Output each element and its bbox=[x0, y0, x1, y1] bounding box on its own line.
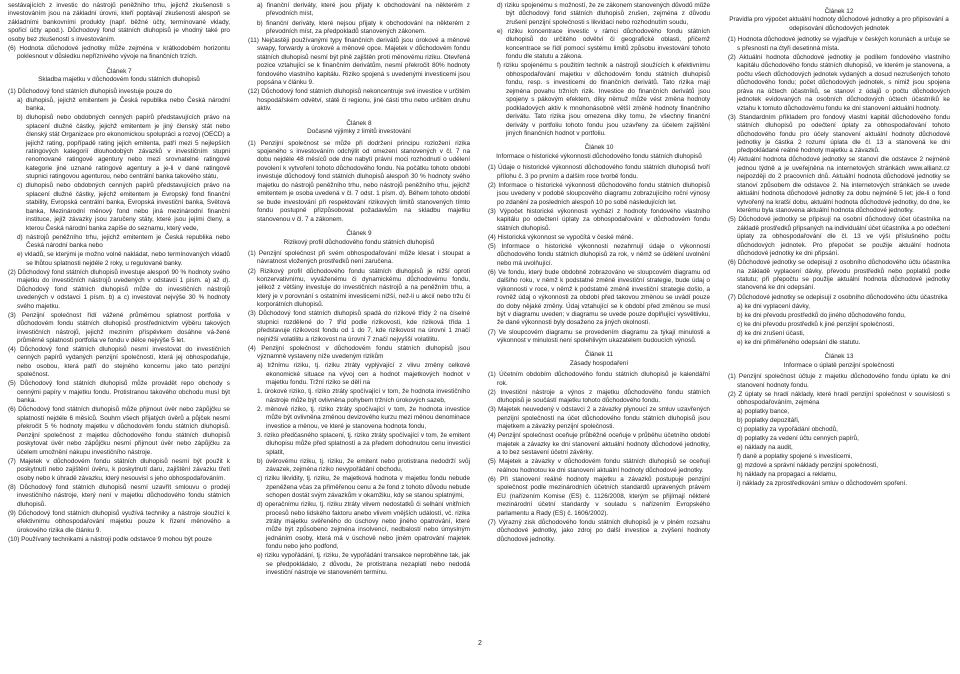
article-heading bbox=[8, 68, 230, 85]
paragraph: (4) Historická výkonnost se vypočítá v české měně. bbox=[488, 233, 634, 241]
article-title: Rizikový profil důchodového fondu státních dluhopisů bbox=[283, 238, 435, 246]
list-item: b) ke dni převodu prostředků do jiného důchodového fondu, bbox=[737, 311, 906, 319]
article-title: Zásady hospodaření bbox=[569, 359, 629, 367]
list-item: i) náklady za zprostředkování smluv o důchodovém spoření. bbox=[737, 480, 908, 488]
article-number: Článek 13 bbox=[824, 353, 854, 361]
paragraph: (2) Aktuální hodnota důchodové jednotky je podílem fondového vlastního kapitálu důchodového fondu státních dluhopisů, ve kterém je stanovena, a počtu všech důchodových jednotek vydaných a dosud nezrušených tohoto důchodového fondu; počet důchodových jednotek, s nimiž jsou spojena práva na účtech účastníků, se stanoví z údajů o počtu důchodových jednotek evidovaných na osobních důchodových účtech účastníků ke vztahu k tomuto důchodovému fondu ke dni stanovení aktuální hodnoty. bbox=[728, 53, 950, 112]
article-number: Článek 12 bbox=[824, 8, 854, 15]
article-heading bbox=[728, 8, 950, 33]
paragraph: (7) Ve sloupcovém diagramu se provedením diagramu za týkají minulosti a výkonnost v minulosti není spolehlivým ukazatelem budoucích výnosů. bbox=[488, 328, 710, 344]
list-item: d) operačnímu riziku, tj. riziku ztráty vlivem nedostatků či selhání vnitřních procesů nebo lidského faktoru anebo vlivem vnějších událostí, vč. rizika ztráty majetku svěřeného do úschovy nebo jiného opatrování, které může být způsobeno zejména insolvencí, nedbalostí nebo úmyslným jednáním osoby, která má v úschově nebo jiném opatrování majetek fondu nebo jeho podfond, bbox=[257, 501, 470, 551]
paragraph: (1) Penzijní společnost se může při dodržení principu rozložení rizika spojeného s investováním odchýlit od omezení stanovených v čl. 7 na dobu nejdéle 48 měsíců ode dne nabytí právní moci rozhodnutí o udělení povolení k vytvoření tohoto důchodového fondu. Na počátku tohoto období investuje důchodový fond státních dluhopisů alespoň 30 % hodnoty svého majetku do nástrojů peněžního trhu, nebo nástrojů peněžního trhu, jejichž emitentem je osoba uvedená v čl. 7 odst. 1 písm. d). Během tohoto období se bude investování při respektování rizikových limitů stanovených tímto fondu postupně přizpůsobovat požadavkům na skladbu majetku stanovenou v čl. 7 a zákonem. bbox=[248, 139, 470, 223]
paragraph: (3) Standardním příkladem pro fondový vlastní kapitál důchodového fondu státních dluhopisů po odečtení úplaty za obhospodařování tohoto důchodového fondu pro účely stanovení aktuální hodnoty důchodové jednotky je částka 2 rozumí úplata dle čl. 13 a stanovená ke dni předpokládané reálné hodnoty majetku a závazků. bbox=[728, 113, 950, 155]
paragraph: (7) Důchodové jednotky se odepisují z osobního důchodového účtu účastníka bbox=[728, 293, 948, 301]
column-3 bbox=[488, 2, 710, 672]
paragraph: (3) Majetek neuvedený v odstavci 2 a závazky plynoucí ze smluv uzavřených penzijní společností na účet důchodového fondu státních dluhopisů jsou majetkem a závazky penzijní společnosti. bbox=[488, 406, 710, 431]
paragraph: (1) Údaje o historické výkonnosti důchodového fondu státních dluhopisů tvoří přílohu č. 3 po prvním a dalším roce tvorbě fondu. bbox=[488, 164, 710, 180]
paragraph: (8) Důchodový fond státních dluhopisů nesmí uzavřít smlouvu o prodeji investičního nástroje, který není v majetku důchodového fondu státních dluhopisů. bbox=[8, 483, 230, 508]
list-item: b) dluhopisů nebo obdobných cenných papírů představujících právo na splacení dlužné částky, jejichž emitentem je jiný členský stát nebo členský stát Organizace pro ekonomickou spolupráci a rozvoj (OECD) a jejichž rating, popřípadě rating jejich emitenta, patří mezi 5 nejlepších ratingových kategorií dlouhodobých závazků v investičním stupni renomované ratingové agentury nebo mezi srovnatelné ratingové kategorie jiné uznané ratingové agentury a je-li v dané ratingové stupnici ratingovou agenturou, nebo centrální banka takového státu, bbox=[17, 114, 230, 181]
paragraph: (5) Důchodový fond státních dluhopisů může provádět repo obchody s cennými papíry v majetku fondu. Protistranou takového obchodu musí být banka. bbox=[8, 380, 230, 405]
paragraph: (11) Nejčastěji používanými typy finančních derivátů jsou úrokové a měnové swapy, forwardy a úrokové a měnové opce. Majetek v důchodovém fondu státních dluhopisů nesmí být plně zajištěn proti měnovému riziku. Otevřená pozice vztahující se k finančním derivátům, nesmí překročit 80% hodnoty fondového vlastního kapitálu. Riziko spojená s uvedenými investicemi jsou popsána v článku 9. bbox=[248, 37, 470, 87]
paragraph: (2) Rizikový profil důchodového fondu státních dluhopisů je nižší oproti konzervativnímu, vyváženému či dynamickému důchodovému fondu, jelikož z většiny investuje do investičních nástrojů a na peněžním trhu, a který je v porovnání s ostatními investicemi nižší, než-li u akcií nebo tržu či korporátních dluhopisů. bbox=[248, 267, 470, 309]
paragraph: sestávajících z investic do nástrojů peněžního trhu, jejichž zkušenosti s investováním jsou na základní úrovni, kteří poptávají zkušenosti alespoň se základními bankovními produkty (např. běžné účty, termínované vklady, spořicí účty apod.). Důchodový fond státních dluhopisů je vhodný také pro osoby bez zkušeností s investováním. bbox=[8, 2, 230, 43]
list-item: c) ke dni převodu prostředků k jiné penzijní společnosti, bbox=[737, 320, 895, 328]
paragraph: (3) Důchodový fond státních dluhopisů spadá do rizikové třídy 2 na číselné stupnici rozdělené do 7 tříd podle rizikovosti, kde riziková třída 1 představuje rizikovost fondu od 1 do 7, kde rizikovost na úrovni 1 značí nejnižší volatilitu a rizikovost na úrovni 7 značí nejvyšší volatilitu. bbox=[248, 310, 470, 343]
list-item: b) úvěrovému riziku, tj. riziku, že emitent nebo protistrana nedodrží svůj závazek, zejména riziko nevypořádání obchodu, bbox=[257, 457, 470, 474]
list-item: a) dluhopisů, jejichž emitentem je Česká republika nebo Česká národní banka, bbox=[17, 96, 230, 113]
paragraph: (6) Hodnota důchodové jednotky může zejména v krátkodobém horizontu poklesnout v důsledku nepříznivého vývoje na finančních trzích. bbox=[8, 44, 230, 61]
paragraph: (12) Důchodový fond státních dluhopisů nekoncentruje své investice v určitém hospodářském odvětví, státě či regionu, jiné části trhu nebo určitém druhu aktiv. bbox=[248, 88, 470, 113]
list-item: d) nástrojů peněžního trhu, jejichž emitentem je Česká republika nebo Česká národní banka nebo bbox=[17, 233, 230, 250]
paragraph: (2) Z úplaty se hradí náklady, které hradí penzijní společnost v souvislosti s obhospodařováním, zejména bbox=[728, 390, 950, 407]
article-heading bbox=[248, 120, 470, 137]
list-item: e) ke dni přiměřeného odepsání dle statutu. bbox=[737, 338, 861, 346]
list-item: h) náklady na propagaci a reklamu, bbox=[737, 471, 837, 479]
list-item: a) ke dni vyplacení dávky, bbox=[737, 302, 811, 310]
paragraph: (3) Penzijní společnost řídí vážené průměrnou splatnost portfolia v důchodovém fondu státních dluhopisů prostřednictvím výběru takových investičních nástrojů, jejichž meziním příspěvkem dosáhne vá-žené průměrné splatnosti portfolia ve fondu v délce nejvýše 5 let. bbox=[8, 311, 230, 344]
list-item: a) finanční deriváty, které jsou přijaty k obchodování na některém z převodních míst, bbox=[257, 2, 470, 18]
paragraph: (7) Majetek v důchodovém fondu státních dluhopisů nesmí být použit k poskytnutí nebo zajištění úvěru, k poskytnutí daru, zajištění závazku třetí osoby nebo k úhradě závazku, který nesouvisí s jeho obhospodařováním. bbox=[8, 457, 230, 482]
list-item: 3. riziko předčasného splacení, tj. riziko ztráty spočívající v tom, že emitent dluhopisu může před splatností a za předem dohodnutou cenu investici splatit, bbox=[257, 431, 470, 456]
paragraph: (5) Informace o historické výkonnosti nezahrnují údaje o výkonnosti důchodového fondu státních dluhopisů za rok, v němž se údělení uvolnění nebo má uvolňující. bbox=[488, 242, 710, 267]
paragraph: (2) Důchodový fond státních dluhopisů investuje alespoň 90 % hodnoty svého majetku do investičních nástrojů uvedených v odstavci 1 písm. a) až d). Důchodový fond státních dluhopisů může do investičních nástrojů uvedených v odstavci 1 písm. b) a c) investovat nejvýše 30 % hodnoty svého majetku. bbox=[8, 268, 230, 310]
list-item: a) tržnímu riziku, tj. riziku ztráty vyplývající z vlivu změny celkové ekonomické situace na vývoj cen a hodnot majetkových hodnot v majetku fondu. Tržní riziko se dělí na bbox=[257, 362, 470, 387]
page-number: 2 bbox=[478, 640, 482, 647]
list-item: c) poplatky za vypořádání obchodů, bbox=[737, 426, 838, 434]
paragraph: (10) Používaný technikami a nástroji podle odstavce 9 mohou být pouze bbox=[8, 535, 212, 543]
article-number: Článek 10 bbox=[584, 144, 614, 152]
article-title: Informace o historické výkonnosti důchodového fondu státních dluhopisů bbox=[496, 152, 702, 160]
paragraph: (4) Důchodový fond státních dluhopisů nesmí investovat do investičních cenných papírů vydaných penzijní společností, která jej obhospodařuje, nebo osobou, která patří do stejného koncernu jako tato penzijní společnost. bbox=[8, 346, 230, 379]
paragraph: (3) Výpočet historické výkonnosti vychází z hodnoty fondového vlastního kapitálu po odečtení úplaty za obhospodařování v důchodovém fondu státních dluhopisů. bbox=[488, 207, 710, 232]
paragraph: (2) Informace o historické výkonnosti důchodového fondu státních dluhopisů jsou uvedeny v podobě sloupcového diagramu zobrazujícího roční výnosy po zdanění za posledních alespoň 10 po sobě následujících let. bbox=[488, 181, 710, 206]
article-heading bbox=[728, 353, 950, 370]
list-item: e) vkladů, se kterými je možno volně nakládat, nebo termínovaných vkladů se lhůtou splatnosti nejdéle 2 roky, u regulované banky. bbox=[17, 251, 230, 267]
list-item: b) poplatky depozitáři, bbox=[737, 417, 800, 425]
article-number: Článek 11 bbox=[584, 351, 614, 359]
list-item: 2. měnové riziko, tj. riziko ztráty spočívající v tom, že hodnota investice může být ovlivněna změnou devizového kurzu mezi měnou denominace investice a měnou, ve které je stanovena hodnota fondu, bbox=[257, 405, 470, 430]
paragraph: (4) Aktuální hodnota důchodové jednotky se stanoví dle odstavce 2 nejméně jednou týdně a je uveřejněna na internetových stránkách www.allianz.cz nejpozději do 2 pracovních dnů. Aktuální hodnota důchodové jednotky se stanoví způsobem dle odstavce 2. Na internetových stránkách se uvede aktuální hodnota důchodové jednotky za dobu nejméně 5 let; jde-li o fond vytvořený na kratší dobu, aktuální hodnota důchodové jednotky, do dne, ke kterému byla stanovena aktuální hodnota důchodové jednotky. bbox=[728, 156, 950, 215]
article-heading bbox=[488, 144, 710, 161]
list-item: d) ke dni zrušení účasti, bbox=[737, 329, 805, 337]
list-item: g) mzdové a správní náklady penzijní společnosti, bbox=[737, 462, 879, 470]
paragraph: (5) Majetek a závazky v důchodovém fondu státních dluhopisů se oceňují reálnou hodnotou ke dni stanovení aktuální hodnoty důchodové jednotky. bbox=[488, 458, 710, 474]
paragraph: (9) Důchodový fond státních dluhopisů využívá techniky a nástroje sloužící k efektivnímu obhospodařování majetku pouze k řízení měnového a úrokového rizika dle článku 9. bbox=[8, 509, 230, 534]
paragraph: (2) Investiční nástroje a výnos z majetku důchodového fondu státních dluhopisů je součástí majetku tohoto důchodového fondu. bbox=[488, 388, 710, 405]
list-item: d) poplatky za vedení účtu cenných papírů, bbox=[737, 435, 859, 443]
paragraph: (1) Penzijní společnost účtuje z majetku důchodového fondu úplatu ke dni stanovení hodnoty fondu. bbox=[728, 373, 950, 389]
list-item: e) riziku koncentrace investic v rámci důchodového fondu státních dluhopisů do určitého odvětví či geografické oblasti, přičemž koncentrace se řídí pomocí systému limitů způsobu investování tohoto fondu dle statutu a zákona. bbox=[497, 27, 710, 61]
article-title: Dočasné výjimky z limitů investování bbox=[307, 128, 411, 136]
paragraph: (1) Důchodový fond státních dluhopisů investuje pouze do bbox=[8, 87, 173, 95]
list-item: f) daně a poplatky spojené s investicemi, bbox=[737, 453, 853, 461]
list-item: e) riziku vypořádání, tj. riziku, že vypořádání transakce neproběhne tak, jak se předpokládalo, z důvodu, že protistrana nezaplatí nebo nedodá investiční nástroje ve stanoveném termínu. bbox=[257, 552, 470, 577]
paragraph: (5) Důchodové jednotky se připisují na osobní důchodový účet účastníka na základě prostředků připsaných na individuální účet účastníka a po odečtení úplaty za obhospodařování dle čl. 13 ve výši příslušného počtu důchodových jednotek. Pro přepočet se použije aktuální hodnota důchodové jednotky ke dni připsání. bbox=[728, 216, 950, 258]
paragraph: (1) Hodnota důchodové jednotky se vyjadřuje v českých korunách a určuje se s přesností na čtyři desetinná místa. bbox=[728, 36, 950, 52]
paragraph: (6) Při stanovení reálné hodnoty majetku a závazků postupuje penzijní společnost podle mezinárodních účetních standardů upravených právem EU (nařízením Komise (ES) č. 1126/2008, kterým se přijímají některé mezinárodní účetní standardy v souladu s nařízením Evropského parlamentu a Rady (ES) č. 1606/2002). bbox=[488, 475, 710, 517]
paragraph: (1) Účetním obdobím důchodového fondu státních dluhopisů je kalendářní rok. bbox=[488, 371, 710, 387]
column-2 bbox=[248, 2, 470, 672]
article-heading bbox=[488, 351, 710, 368]
column-4 bbox=[728, 2, 950, 672]
list-item: c) dluhopisů nebo obdobných cenných papírů představujících právo na splacení dlužné částky, jejichž emitentem je Evropský fond finanční stability, Evropská centrální banka, Evropská investiční banka, Světová banka, Mezinárodní měnový fond nebo jiná mezinárodní finanční instituce, jejíž závazky jsou zaručeny státy, které jsou jejími členy, a kterou Česká národní banka zapíše do seznamu, který vede, bbox=[17, 182, 230, 232]
paragraph: (6) Důchodový fond státních dluhopisů může přijmout úvěr nebo zápůjčku se splatností nejdéle 6 měsíců. Souhrn všech přijatých úvěrů a půjček nesmí překročit 5 % hodnoty majetku v důchodovém fondu státních dluhopisů. Penzijní společnost z majetku důchodového fondu státních dluhopisů poskytovat úvěr nebo zápůjčku nesmí přijmout úvěr nebo zápůjčku za účelem umožnění nákupu investičního nástroje. bbox=[8, 406, 230, 456]
list-item: a) poplatky bance, bbox=[737, 408, 790, 416]
article-heading bbox=[248, 230, 470, 247]
article-number: Článek 7 bbox=[106, 67, 132, 75]
paragraph: (1) Penzijní společnost při svém obhospodařování může klesat i stoupat a návratnost vložených prostředků není zaručena. bbox=[248, 250, 470, 266]
paragraph: (4) Penzijní společnost v důchodovém fondu státních dluhopisů jsou významně vystaveny níže uvedeným rizikům bbox=[248, 344, 470, 361]
paragraph: (7) Výrazný zisk důchodového fondu státních dluhopisů je v plném rozsahu důchodové jednotky, jako zdroj po další investice a zvýšení hodnoty důchodové jednotky. bbox=[488, 518, 710, 543]
list-item: f) riziku spojenému s použitím techník a nástrojů sloužících k efektivnímu obhospodařování majetku v důchodovém fondu státních dluhopisů fondu, resp. s investicemi do finančních derivátů. Tato rizika mají zejména povahu tržních rizik. Investice do finančních derivátů jsou spojeny s pákovým efektem, díky němuž může vést změna hodnoty podkladových aktiv k mnohonásobně větší změně hodnoty finančního derivátu. Tato rizika jsou omezena díky tomu, že všechny finanční deriváty v portfoliu tohoto fondu jsou uzavřeny za účelem zajištění jiných finančních hodnot v portfoliu. bbox=[497, 62, 710, 137]
article-title: Skladba majetku v důchodovém fondu státních dluhopisů bbox=[38, 76, 200, 84]
paragraph: (6) Ve fondu, který bude obdobně zobrazováno ve sloupcovém diagramu od dalšího roku, v němž k podstatné změně investiční strategie, bude údaj o výkonnosti v roce, v němž k podstatné změně investiční strategie došlo, a rovněž údaj o výkonnosti za období před takovou změnou se uvádí pouze do doby nějaké změny. Údaj vztahující se k období před změnou se musí být v diagramu uveden; v diagramu se uvede pouze doplňující vysvětlivku, že dané výkonnosti byly dosaženo za jiných okolností. bbox=[488, 268, 710, 327]
list-item: b) finanční deriváty, které nejsou přijaty k obchodování na některém z převodních míst, za předpokladů stanovených zákonem. bbox=[257, 19, 470, 35]
list-item: c) riziku likvidity, tj. riziku, že majetková hodnota v majetku fondu nebude zpeněžena včas za přiměřenou cenu a že fond z tohoto důvodu nebude schopen dostát svým závazkům v okamžiku, kdy se stanou splatnými, bbox=[257, 475, 470, 500]
list-item: d) riziku spojenému s možností, že ze zákonem stanovených důvodů může být důchodový fond státních dluhopisů zrušen, zejména z důvodu zrušení penzijní společnosti s likvidací nebo rozhodnutím soudu, bbox=[497, 2, 710, 26]
paragraph: (4) Penzijní společnost oceňuje průběžně oceňuje v průběhu účetního období majetek a závazky ke dni stanovení aktuální hodnoty důchodové jednotky, a to bez sestavení účetní závěrky. bbox=[488, 432, 710, 457]
paragraph: (6) Důchodové jednotky se odepisují z osobního důchodového účtu účastníka na základě vyplacení dávky, převodu prostředků nebo poplatků podle statutu; při přepočtu se použije aktuální hodnota důchodové jednotky stanovená ke dni odepsání. bbox=[728, 259, 950, 292]
list-item: 1. úrokové riziko, tj. riziko ztráty spočívající v tom, že hodnota investičního nástroje může být ovlivněna pohybem tržních úrokových sazeb, bbox=[257, 388, 470, 404]
article-title: Informace o úplatě penzijní společnosti bbox=[783, 361, 895, 369]
article-number: Článek 9 bbox=[346, 230, 372, 238]
list-item: e) náklady na audit, bbox=[737, 444, 793, 452]
column-1 bbox=[8, 2, 230, 672]
article-title: Pravidla pro výpočet aktuální hodnoty důchodové jednotky a pro připisování a odepisování důchodových jednotek bbox=[729, 16, 949, 32]
article-number: Článek 8 bbox=[346, 119, 372, 127]
